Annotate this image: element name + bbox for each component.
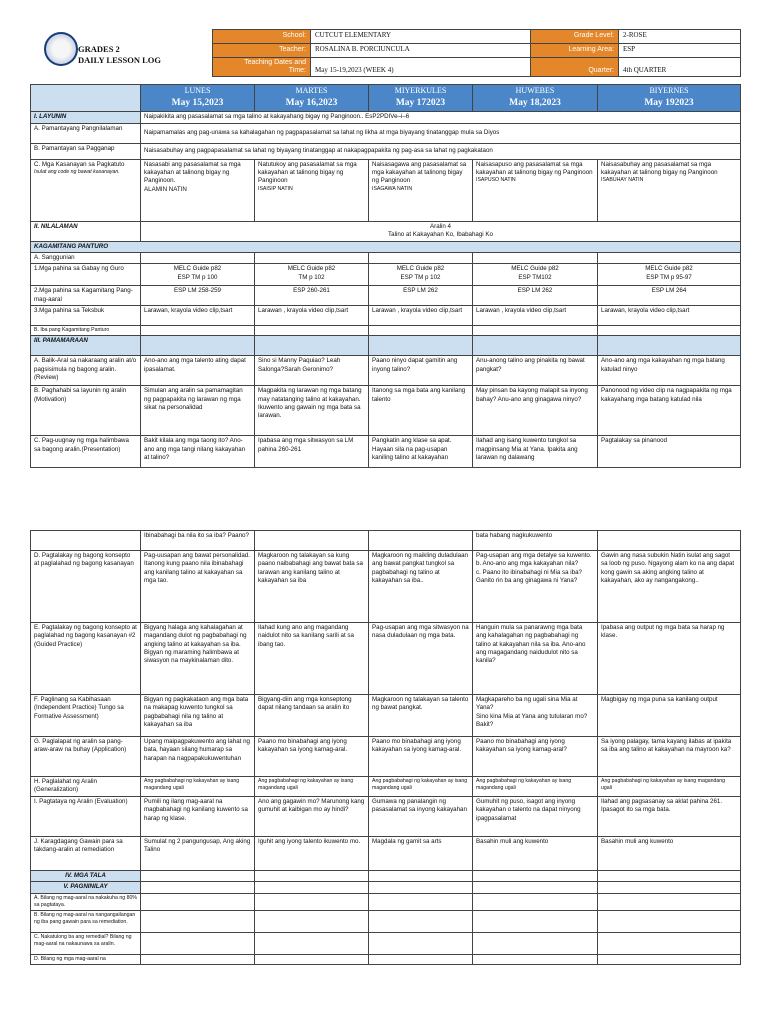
presentation-cell-3: Pangkatin ang klase sa apat. Hayaan sila na pag-usapan kaniling talino at kakayahan: [369, 436, 473, 468]
grades-label: GRADES 2: [78, 44, 120, 54]
takdang-aralin-cell-2: Iguhit ang iyong talento ikuwento mo.: [255, 837, 369, 871]
continuation-cell-2: [255, 531, 369, 551]
pagninilay-row-a: A. Bilang ng mag-aaral na nakakuha ng 80% sa pagtataya.: [31, 893, 141, 910]
konsepto-1-cell-5: Gawin ang nasa subukin Natin isulat ang sagot sa loob ng puso. Ngayong alam ko na ang dapat kong gawin sa aking angking talino at kakayahan, ako ay nangangakong..: [598, 551, 741, 623]
pamantayan-pagganap-text: Naisasabuhay ang pagpapasalamat sa lahat ng biyayang tinatanggap at nakapagpapakita ng pag-asa sa lahat ng pagkakataon: [141, 143, 741, 159]
konsepto-1-cell-3: Magkaroon ng maikling duladulaan ang bawat pangkat tungkol sa pagbabahagi ng talino at kakayahan sa iba..: [369, 551, 473, 623]
presentation-cell-1: Bakit kilala ang mga taong ito? Ano-ano ang mga tangi nilang kakayahan at talino?: [141, 436, 255, 468]
lesson-log-table-page1: [30, 84, 741, 468]
kagamitang-cell-4: ESP LM 262: [473, 286, 598, 306]
pagninilay-row-d: D. Bilang ng mga mag-aaral na: [31, 954, 141, 964]
guided-practice-label: E. Pagtalakay ng bagong konsepto at paglalahad ng bagong kasanayan #2 (Guided Practice): [31, 623, 141, 695]
kasanayan-cell-5: Naisasabuhay ang pasasalamat sa mga kakayahan at talinong bigay ng Panginoon ISABUHAY NATIN: [598, 159, 741, 221]
teksbuk-cell-5: Larawan, krayola video clip,tsart: [598, 306, 741, 326]
guided-practice-cell-1: Bigyang halaga ang kahalagahan at magandang dulot ng pagbabahagi ng angking talino at kakayahan sa iba. Bigyan ng maraming halimbawa at siwasyon na maykinalaman dito.: [141, 623, 255, 695]
pagninilay-row-c: C. Nakatulong ba ang remedial? Bilang ng mag-aaral na nakaunawa sa aralin.: [31, 932, 141, 954]
grade-level-label: Grade Level:: [531, 30, 619, 44]
teksbuk-label: 3.Mga pahina sa Teksbuk: [31, 306, 141, 326]
header-info-table: [212, 29, 741, 77]
pagninilay-label: V. PAGNINILAY: [31, 882, 141, 893]
presentation-label: C. Pag-uugnay ng mga halimbawa sa bagong aralin.(Presentation): [31, 436, 141, 468]
dates-label-line2: Time:: [288, 67, 306, 75]
kasanayan-title: C. Mga Kasanayan sa Pagkatuto: [34, 160, 125, 168]
application-cell-5: Sa iyong palagay, tama kayang ilabas at ipakita sa iba ang talino at kakayahan na mayroon ka?: [598, 737, 741, 777]
presentation-cell-2: Ipabasa ang mga sitwasyon sa LM pahina 260-261: [255, 436, 369, 468]
teksbuk-cell-2: Larawan , krayola video clip,tsart: [255, 306, 369, 326]
teksbuk-cell-1: Larawan, krayola video clip,tsart: [141, 306, 255, 326]
sanggunian-label: A. Sanggunian: [31, 252, 141, 263]
layunin-text: Naipakikita ang pasasalamat sa mga talino at kakayahang bigay ng Panginoon.. EsP2PDIVe–i–6: [141, 111, 741, 123]
teksbuk-cell-3: Larawan , krayola video clip,tsart: [369, 306, 473, 326]
kagamitang-mag-aaral-label: 2.Mga pahina sa Kagamitang Pang-mag-aaral: [31, 286, 141, 306]
motivation-cell-4: May pinsan ba kayong malapit sa inyong bahay? Anu-ano ang ginagawa ninyo?: [473, 386, 598, 436]
balik-aral-cell-1: Ano-ano ang mga talento ating dapat ipasalamat.: [141, 356, 255, 386]
balik-aral-label: A. Balik-Aral sa nakaraang aralin at/o pagsisimula ng bagong aralin.(Review): [31, 356, 141, 386]
generalization-cell-4: Ang pagbabahagi ng kakayahan ay isang magandang ugali: [473, 777, 598, 797]
independent-practice-cell-1: Bigyan ng pagkakataon ang mga bata na makapag kuwento tungkol sa pagbabahagi nila ng talino at kakayahan sa iba: [141, 695, 255, 737]
nilalaman-text: [141, 221, 741, 241]
guided-practice-cell-2: Ilahad kung ano ang magandang naidulot nito sa kanilang sarili at sa ibang tao.: [255, 623, 369, 695]
takdang-aralin-cell-4: Basahin muli ang kuwento: [473, 837, 598, 871]
day-header-5: BIYERNES May 192023: [598, 85, 741, 112]
pagninilay-row-b: B. Bilang ng mag-aaral na nangangailangan ng iba pang gawain para sa remediation.: [31, 910, 141, 932]
kasanayan-label: [31, 159, 141, 221]
aralin-number: Aralin 4: [430, 222, 451, 230]
evaluation-cell-1: Pumili ng ilang mag-aaral na magbabahagi ng kanilang kuwento sa harap ng klase.: [141, 797, 255, 837]
balik-aral-cell-2: Sino si Manny Paquiao? Leah Salonga?Sarah Geronimo?: [255, 356, 369, 386]
pamantayan-pagganap-label: B. Pamantayan sa Pagganap: [31, 143, 141, 159]
kasanayan-sublabel: Isulat ang code ng bawat kasanayan.: [34, 168, 120, 175]
independent-practice-cell-3: Magkaroon ng talakayan sa talento ng bawat pangkat.: [369, 695, 473, 737]
school-value: CUTCUT ELEMENTARY: [311, 30, 531, 44]
balik-aral-cell-5: Ano-ano ang mga kakayahan ng mga batang katulad ninyo: [598, 356, 741, 386]
motivation-cell-2: Magpakita ng larawan ng mga batang may natatanging talino at kakayahan. Ikuwento ang gawain ng mga bata sa larawan.: [255, 386, 369, 436]
guided-practice-cell-4: Hanguin mula sa panarawng mga bata ang kahalagahan ng pagbabahagi ng talino at kakayahan nila sa iba. Ano-ano ang magagandang naidudulot nito sa kanila?: [473, 623, 598, 695]
motivation-cell-1: Simulan ang aralin sa pamamagitan ng pagpapakita ng larawan ng mga sikat na personalidad: [141, 386, 255, 436]
motivation-cell-3: Itanong sa mga bata ang kanilang talento: [369, 386, 473, 436]
mga-tala-label: IV. MGA TALA: [31, 871, 141, 882]
kasanayan-cell-4: Naisasapuso ang pasasalamat sa mga kakayahan at talinong bigay ng Panginoon ISAPUSO NATIN: [473, 159, 598, 221]
day-header-3: MIYERKULES May 172023: [369, 85, 473, 112]
evaluation-cell-2: Ano ang gagawin mo? Marunong kang gumuhit at kaibigan mo ay hindi?: [255, 797, 369, 837]
balik-aral-cell-4: Anu-anong talino ang pinakita ng bawat pangkat?: [473, 356, 598, 386]
corner-cell: [31, 85, 141, 112]
pamantayang-pangnilalaman-label: A. Pamantayang Pangnilalaman: [31, 123, 141, 143]
lesson-log-table-page2: [30, 530, 741, 965]
takdang-aralin-cell-5: Basahin muli ang kuwento: [598, 837, 741, 871]
takdang-aralin-cell-3: Magdala ng gamit sa arts: [369, 837, 473, 871]
generalization-cell-3: Ang pagbabahagi ng kakayahan ay isang magandang ugali: [369, 777, 473, 797]
day-header-4: HUWEBES May 18,2023: [473, 85, 598, 112]
generalization-label: H. Paglalahat ng Aralin (Generalization): [31, 777, 141, 797]
generalization-cell-1: Ang pagbabahagi ng kakayahan ay isang magandang ugali: [141, 777, 255, 797]
gabay-guro-cell-2: MELC Guide p82 TM p 102: [255, 264, 369, 286]
balik-aral-cell-3: Paano ninyo dapat gamitin ang inyong talino?: [369, 356, 473, 386]
continuation-cell-4: bata habang nagkukuwento: [473, 531, 598, 551]
evaluation-label: I. Pagtataya ng Aralin (Evaluation): [31, 797, 141, 837]
dates-value: May 15-19,2023 (WEEK 4): [311, 58, 531, 77]
kagamitang-cell-3: ESP LM 262: [369, 286, 473, 306]
learning-area-value: ESP: [619, 44, 741, 58]
motivation-cell-5: Panonood ng video clip na nagpapakita ng mga kakayahang mga batang katulad nila: [598, 386, 741, 436]
application-label: G. Paglalapat ng aralin sa pang-araw-araw na buhay (Application): [31, 737, 141, 777]
evaluation-cell-4: Gumuhit ng puso, isagot ang inyong kakayahan o talento na dapat ninyong ipagpasalamat: [473, 797, 598, 837]
teacher-label: Teacher:: [213, 44, 311, 58]
gabay-guro-label: 1.Mga pahina sa Gabay ng Guro: [31, 264, 141, 286]
layunin-label: I. LAYUNIN: [31, 111, 141, 123]
independent-practice-cell-4: Magkapareho ba ng ugali sina Mia at Yana? Sino kina Mia at Yana ang tutularan mo? Bakit?: [473, 695, 598, 737]
generalization-cell-5: Ang pagbabahagi ng kakayahan ay isang magandang ugali: [598, 777, 741, 797]
gabay-guro-cell-5: MELC Guide p82 ESP TM p 95-97: [598, 264, 741, 286]
application-cell-1: Upang maipagpakuwento ang lahat ng bata, hayaan silang humarap sa harapan na nagpapakukuwentuhan: [141, 737, 255, 777]
guided-practice-cell-5: Ipabasa ang output ng mga bata sa harap ng klase.: [598, 623, 741, 695]
motivation-label: B. Paghahabi sa layunin ng aralin (Motivation): [31, 386, 141, 436]
learning-area-label: Learning Area:: [531, 44, 619, 58]
continuation-cell-1: Ibinabahagi ba nila ito sa iba? Paano?: [141, 531, 255, 551]
deped-seal-logo: [44, 32, 78, 66]
evaluation-cell-3: Gumawa ng panalangin ng pasasalamat sa inyong kakayahan: [369, 797, 473, 837]
pamantayang-pangnilalaman-text: Naipamamalas ang pag-unawa sa kahalagahan ng pagpapasalamat sa lahat ng likha at mga biyayang tinatanggap mula sa Diyos: [141, 123, 741, 143]
kasanayan-cell-3: Naisasagawa ang pasasalamat sa mga kakayahan at talinong bigay ng Panginoon ISAGAWA NATIN: [369, 159, 473, 221]
pamamaraan-label: III. PAMAMARAAN: [31, 336, 141, 356]
quarter-label: Quarter:: [531, 58, 619, 77]
independent-practice-cell-5: Magbigay ng mga puna sa kanilang output: [598, 695, 741, 737]
gabay-guro-cell-4: MELC Guide p82 ESP TM102: [473, 264, 598, 286]
teksbuk-cell-4: Larawan , krayola video clip,tsart: [473, 306, 598, 326]
konsepto-1-label: D. Pagtalakay ng bagong konsepto at paglalahad ng bagong kasanayan: [31, 551, 141, 623]
konsepto-1-cell-1: Pag-uusapan ang bawat personalidad. Itanong kung paano nila ibinabahagi ang kanilang talino at kakayahan sa mga tao.: [141, 551, 255, 623]
konsepto-1-cell-4: Pag-usapan ang mga detalye sa kuwento. b. Ano-ano ang mga kakayahan nila? c. Paano ito ibinabahagi ni Mia sa iba? Ganito rin ba ang ginagawa ni Yana?: [473, 551, 598, 623]
kasanayan-cell-1: Nasasabi ang pasasalamat sa mga kakayahan at talinong bigay ng Panginoon. ALAMIN NATIN: [141, 159, 255, 221]
aralin-title: Talino at Kakayahan Ko, Ibabahagi Ko: [388, 230, 493, 238]
takdang-aralin-cell-1: Sumulat ng 2 pangungusap, Ang aking Talino: [141, 837, 255, 871]
dll-title: [78, 44, 161, 67]
generalization-cell-2: Ang pagbabahagi ng kakayahan ay isang magandang ugali: [255, 777, 369, 797]
konsepto-1-cell-2: Magkaroon ng talakayan sa kung paano naibabahagi ang bawat bata sa larawan ang kanilang talino at kakayahan sa iba: [255, 551, 369, 623]
presentation-cell-5: Pagtalakay sa pinanood: [598, 436, 741, 468]
kagamitang-label: KAGAMITANG PANTURO: [31, 241, 741, 252]
teacher-value: ROSALINA B. PORCIUNCULA: [311, 44, 531, 58]
kagamitang-cell-2: ESP 260-261: [255, 286, 369, 306]
kasanayan-cell-2: Natutukoy ang pasasalamat sa mga kakayahan at talinong bigay ng Panginoon ISAISIP NATIN: [255, 159, 369, 221]
takdang-aralin-label: J. Karagdagang Gawain para sa takdang-aralin at remediation: [31, 837, 141, 871]
application-cell-3: Paano mo binabahagi ang iyong kakayahan sa iyong kamag-aral.: [369, 737, 473, 777]
presentation-cell-4: Ilahad ang isang kuwento tungkol sa magpinsang Mia at Yana. Ipakita ang larawan ng dalawang: [473, 436, 598, 468]
school-label: School:: [213, 30, 311, 44]
kagamitang-cell-1: ESP LM 258-259: [141, 286, 255, 306]
kagamitang-cell-5: ESP LM 264: [598, 286, 741, 306]
day-header-1: LUNES May 15,2023: [141, 85, 255, 112]
application-cell-4: Paano mo binabahagi ang iyong kakayahan sa iyong kamag-aral?: [473, 737, 598, 777]
day-header-2: MARTES May 16,2023: [255, 85, 369, 112]
iba-pang-kagamitan-label: B. Iba pang Kagamitang Panturo: [31, 326, 141, 336]
grade-level-value: 2-ROSE: [619, 30, 741, 44]
independent-practice-cell-2: Bigyang-diin ang mga konseptong dapat nilang tandaan sa aralin ito: [255, 695, 369, 737]
evaluation-cell-5: Ilahad ang pagsasanay sa aklat pahina 261. Ipasagot ito sa mga bata.: [598, 797, 741, 837]
gabay-guro-cell-3: MELC Guide p82 ESP TM p 102: [369, 264, 473, 286]
dates-label: [213, 58, 311, 77]
continuation-cell-5: [598, 531, 741, 551]
gabay-guro-cell-1: MELC Guide p82 ESP TM p 100: [141, 264, 255, 286]
independent-practice-label: F. Paglinang sa Kabihasaan (Independent Practice) Tungo sa Formative Assessment): [31, 695, 141, 737]
continuation-cell-3: [369, 531, 473, 551]
quarter-value: 4th QUARTER: [619, 58, 741, 77]
nilalaman-label: II. NILALAMAN: [31, 221, 141, 241]
dll-label: DAILY LESSON LOG: [78, 55, 161, 66]
guided-practice-cell-3: Pag-usapan ang mga sitwasyon na nasa duladulaan ng mga bata.: [369, 623, 473, 695]
application-cell-2: Paano mo binabahagi ang iyong kakayahan sa iyong kamag-aral.: [255, 737, 369, 777]
dates-label-line1: Teaching Dates and: [244, 59, 306, 66]
